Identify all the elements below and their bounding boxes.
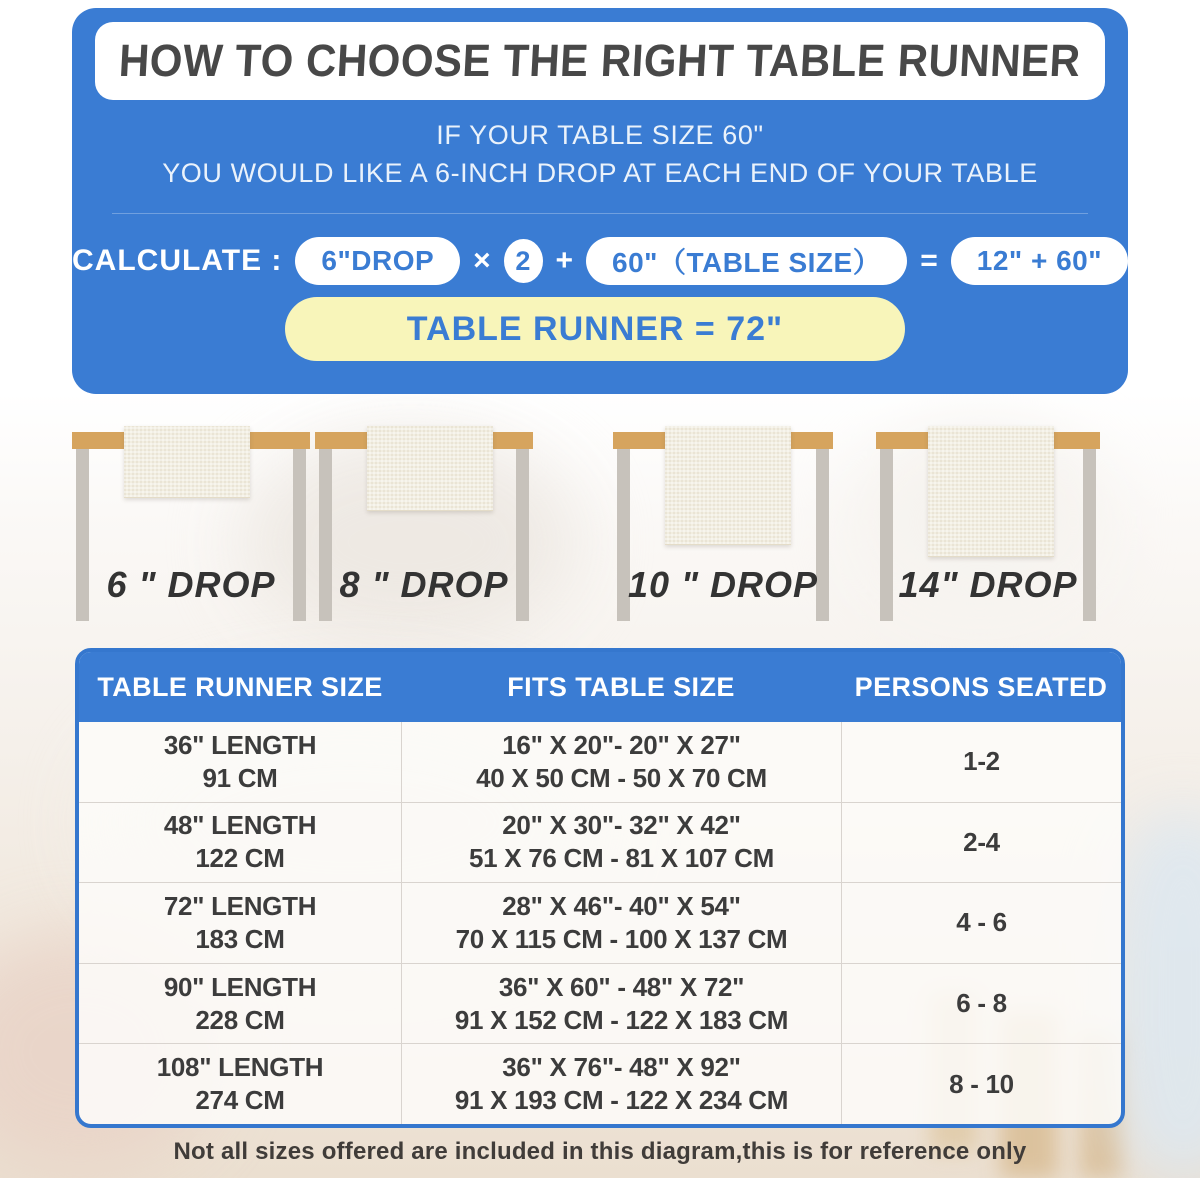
- drop-label: 8 " DROP: [339, 564, 509, 605]
- runner-size-cm: 228 CM: [195, 1004, 285, 1035]
- fits-size-cm: 40 X 50 CM - 50 X 70 CM: [476, 762, 767, 793]
- fits-size-inches: 36" X 76"- 48" X 92": [502, 1052, 741, 1083]
- runner-size-cm: 122 CM: [195, 843, 285, 874]
- persons-seated-cell: 1-2: [841, 722, 1121, 802]
- formula-result-pill: 12" + 60": [951, 237, 1128, 285]
- fits-size-cm: 91 X 152 CM - 122 X 183 CM: [454, 1004, 789, 1035]
- drop-label: 10 " DROP: [627, 564, 819, 605]
- runner-size-inches: 36" LENGTH: [163, 729, 317, 760]
- runner-size-cm: 274 CM: [195, 1085, 285, 1116]
- runner-size-cell: [79, 883, 401, 963]
- table-runner-graphic: [928, 426, 1054, 557]
- subtitle-line-2: YOU WOULD LIKE A 6-INCH DROP AT EACH END OF YOUR TABLE: [162, 158, 1038, 188]
- calculate-label: CALCULATE :: [72, 244, 283, 277]
- fits-size-inches: 16" X 20"- 20" X 27": [502, 729, 741, 760]
- runner-size-inches: 90" LENGTH: [163, 971, 317, 1002]
- runner-size-inches: 48" LENGTH: [163, 810, 317, 841]
- multiplier-badge: 2: [504, 239, 543, 283]
- table-runner-result-banner: TABLE RUNNER = 72": [285, 297, 905, 361]
- footer-disclaimer: Not all sizes offered are included in this diagram,this is for reference only: [173, 1138, 1027, 1165]
- table-row: [79, 1043, 1121, 1124]
- runner-size-cm: 183 CM: [195, 923, 285, 954]
- table-row: [79, 882, 1121, 963]
- persons-seated-cell: 2-4: [841, 803, 1121, 883]
- table-row: [79, 802, 1121, 883]
- fits-table-size-cell: [401, 803, 841, 883]
- fits-table-size-cell: [401, 883, 841, 963]
- fits-size-cm: 51 X 76 CM - 81 X 107 CM: [469, 843, 774, 874]
- header-fits-table-size: FITS TABLE SIZE: [507, 671, 735, 702]
- table-illustration-6-drop: [72, 426, 310, 640]
- subtitle-line-1: IF YOUR TABLE SIZE 60": [436, 120, 764, 150]
- runner-size-cell: [79, 1044, 401, 1124]
- persons-seated-cell: 4 - 6: [841, 883, 1121, 963]
- size-chart-table: [75, 648, 1125, 1128]
- drop-label: 14" DROP: [898, 564, 1078, 605]
- fits-size-inches: 28" X 46"- 40" X 54": [502, 890, 741, 921]
- table-illustration-10-drop: [613, 426, 833, 640]
- header-runner-size: TABLE RUNNER SIZE: [97, 671, 383, 702]
- table-illustration-14-drop: [876, 426, 1100, 640]
- table-row: [79, 963, 1121, 1044]
- drop-pill: 6"DROP: [295, 237, 460, 285]
- fits-size-cm: 70 X 115 CM - 100 X 137 CM: [455, 923, 788, 954]
- persons-seated-cell: 8 - 10: [841, 1044, 1121, 1124]
- divider-line: [112, 213, 1088, 214]
- fits-size-cm: 91 X 193 CM - 122 X 234 CM: [454, 1085, 789, 1116]
- persons-seated-cell: 6 - 8: [841, 964, 1121, 1044]
- table-runner-graphic: [124, 426, 250, 498]
- fits-table-size-cell: [401, 1044, 841, 1124]
- table-illustration-8-drop: [315, 426, 533, 640]
- runner-size-cell: [79, 722, 401, 802]
- plus-operator: +: [555, 244, 574, 277]
- fits-table-size-cell: [401, 964, 841, 1044]
- runner-size-cell: [79, 964, 401, 1044]
- runner-size-cell: [79, 803, 401, 883]
- page-title: HOW TO CHOOSE THE RIGHT TABLE RUNNER: [117, 35, 1083, 86]
- title-box: [95, 22, 1105, 100]
- calculation-formula: [72, 236, 1128, 286]
- equals-operator: =: [920, 244, 938, 277]
- fits-table-size-cell: [401, 722, 841, 802]
- table-runner-graphic: [665, 426, 791, 545]
- instruction-panel: [72, 8, 1128, 394]
- runner-size-cm: 91 CM: [202, 762, 278, 793]
- runner-size-inches: 72" LENGTH: [163, 890, 317, 921]
- fits-size-inches: 36" X 60" - 48" X 72": [498, 971, 745, 1002]
- table-runner-graphic: [367, 426, 493, 511]
- drop-label: 6 " DROP: [106, 564, 276, 605]
- table-row: [79, 722, 1121, 802]
- runner-size-inches: 108" LENGTH: [156, 1052, 324, 1083]
- table-size-pill: 60"（TABLE SIZE）: [586, 237, 907, 285]
- table-header-row: [79, 652, 1121, 722]
- multiply-operator: ×: [473, 244, 491, 277]
- fits-size-inches: 20" X 30"- 32" X 42": [502, 810, 741, 841]
- header-persons-seated: PERSONS SEATED: [854, 671, 1108, 702]
